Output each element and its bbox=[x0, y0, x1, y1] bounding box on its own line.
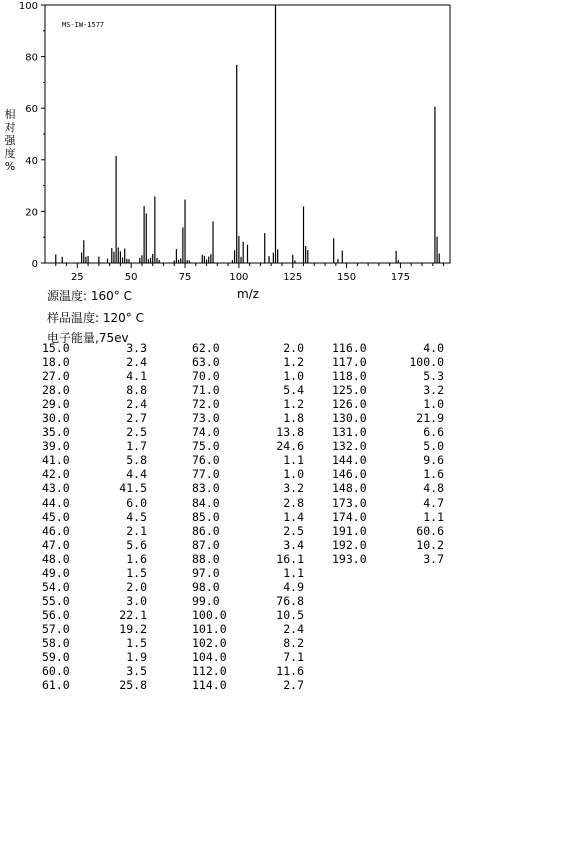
mz-value: 99.0 bbox=[192, 593, 220, 608]
intensity-value: 2.4 bbox=[126, 397, 147, 412]
mz-value: 116.0 bbox=[332, 341, 367, 355]
intensity-value: 2.7 bbox=[283, 678, 304, 693]
x-tick-label: 125 bbox=[283, 272, 303, 283]
mz-value: 75.0 bbox=[192, 439, 220, 454]
intensity-value: 21.9 bbox=[416, 411, 444, 426]
intensity-value: 4.4 bbox=[126, 467, 147, 482]
intensity-value: 1.5 bbox=[126, 565, 147, 580]
mz-value: 54.0 bbox=[42, 579, 70, 594]
y-tick-label: 40 bbox=[25, 155, 38, 167]
intensity-value: 2.4 bbox=[126, 355, 147, 370]
y-tick-label: 100 bbox=[18, 1, 38, 12]
intensity-value: 1.1 bbox=[423, 509, 444, 524]
mz-value: 72.0 bbox=[192, 397, 220, 412]
intensity-value: 1.1 bbox=[283, 565, 304, 580]
intensity-value: 4.9 bbox=[283, 579, 304, 594]
mz-value: 104.0 bbox=[192, 650, 227, 665]
intensity-value: 2.5 bbox=[283, 523, 304, 538]
mz-value: 87.0 bbox=[192, 537, 220, 552]
mz-value: 56.0 bbox=[42, 607, 70, 622]
y-axis-label bbox=[3, 108, 17, 173]
intensity-value: 3.7 bbox=[423, 551, 444, 566]
intensity-value: 1.2 bbox=[283, 397, 304, 412]
mz-value: 60.0 bbox=[42, 664, 70, 679]
mz-value: 30.0 bbox=[42, 411, 70, 426]
mz-value: 112.0 bbox=[192, 664, 227, 679]
x-axis bbox=[56, 263, 444, 283]
mz-value: 126.0 bbox=[332, 397, 367, 412]
intensity-value: 1.4 bbox=[283, 509, 304, 524]
intensity-value: 2.0 bbox=[283, 341, 304, 355]
y-tick-label: 60 bbox=[25, 104, 38, 116]
mz-value: 174.0 bbox=[332, 509, 367, 524]
intensity-value: 1.6 bbox=[423, 467, 444, 482]
y-axis-label-char: 对 bbox=[4, 121, 16, 134]
intensity-value: 3.5 bbox=[126, 664, 147, 679]
intensity-value: 1.0 bbox=[283, 369, 304, 384]
mz-value: 45.0 bbox=[42, 509, 70, 524]
mz-value: 55.0 bbox=[42, 593, 70, 608]
mz-value: 43.0 bbox=[42, 481, 70, 496]
mz-value: 29.0 bbox=[42, 397, 70, 412]
intensity-value: 1.9 bbox=[126, 650, 147, 665]
mz-value: 63.0 bbox=[192, 355, 220, 370]
mass-spectrum-chart bbox=[0, 0, 570, 300]
mz-value: 44.0 bbox=[42, 495, 70, 510]
intensity-value: 3.0 bbox=[126, 593, 147, 608]
mz-value: 28.0 bbox=[42, 383, 70, 398]
mz-value: 83.0 bbox=[192, 481, 220, 496]
mz-value: 193.0 bbox=[332, 551, 367, 566]
sample-temperature: 样品温度: 120° C bbox=[47, 311, 144, 325]
mz-value: 191.0 bbox=[332, 523, 367, 538]
mz-value: 130.0 bbox=[332, 411, 367, 426]
y-axis-label-char: 度 bbox=[4, 147, 16, 160]
intensity-value: 3.4 bbox=[283, 537, 304, 552]
intensity-value: 10.5 bbox=[276, 607, 304, 622]
x-tick-label: 75 bbox=[178, 272, 192, 283]
chart-title: MS-IW-1577 bbox=[62, 21, 105, 29]
y-tick-label: 80 bbox=[25, 52, 38, 64]
peak-bars bbox=[56, 5, 439, 263]
intensity-value: 4.0 bbox=[423, 341, 444, 355]
mz-value: 146.0 bbox=[332, 467, 367, 482]
intensity-value: 5.0 bbox=[423, 439, 444, 454]
intensity-value: 4.1 bbox=[126, 369, 147, 384]
mz-value: 114.0 bbox=[192, 678, 227, 693]
intensity-value: 6.6 bbox=[423, 425, 444, 440]
intensity-value: 8.2 bbox=[283, 635, 304, 650]
intensity-value: 5.3 bbox=[423, 369, 444, 384]
intensity-value: 3.2 bbox=[423, 383, 444, 398]
intensity-value: 7.1 bbox=[283, 650, 304, 665]
intensity-value: 8.8 bbox=[126, 383, 147, 398]
intensity-value: 2.4 bbox=[283, 621, 304, 636]
y-axis bbox=[19, 1, 45, 270]
x-tick-label: 175 bbox=[390, 272, 410, 283]
mz-value: 48.0 bbox=[42, 551, 70, 566]
y-axis-label-char: 强 bbox=[4, 134, 16, 147]
mz-value: 76.0 bbox=[192, 453, 220, 468]
intensity-value: 3.3 bbox=[126, 341, 147, 355]
mz-value: 62.0 bbox=[192, 341, 220, 355]
mz-value: 61.0 bbox=[42, 678, 70, 693]
intensity-value: 1.0 bbox=[283, 467, 304, 482]
intensity-value: 5.8 bbox=[126, 453, 147, 468]
mz-value: 42.0 bbox=[42, 467, 70, 482]
intensity-value: 4.8 bbox=[423, 481, 444, 496]
intensity-value: 9.6 bbox=[423, 453, 444, 468]
mz-value: 173.0 bbox=[332, 495, 367, 510]
mz-value: 102.0 bbox=[192, 635, 227, 650]
y-axis-label-char: 相 bbox=[4, 108, 16, 121]
mz-value: 70.0 bbox=[192, 369, 220, 384]
mz-value: 59.0 bbox=[42, 650, 70, 665]
mz-value: 86.0 bbox=[192, 523, 220, 538]
intensity-value: 10.2 bbox=[416, 537, 444, 552]
mz-value: 131.0 bbox=[332, 425, 367, 440]
intensity-value: 1.0 bbox=[423, 397, 444, 412]
mz-value: 39.0 bbox=[42, 439, 70, 454]
intensity-value: 2.1 bbox=[126, 523, 147, 538]
source-temperature: 源温度: 160° C bbox=[47, 289, 132, 303]
mz-value: 88.0 bbox=[192, 551, 220, 566]
x-tick-label: 150 bbox=[337, 272, 357, 283]
intensity-value: 11.6 bbox=[276, 664, 304, 679]
mz-value: 84.0 bbox=[192, 495, 220, 510]
intensity-value: 19.2 bbox=[119, 621, 147, 636]
mz-value: 27.0 bbox=[42, 369, 70, 384]
y-axis-label-char: % bbox=[4, 160, 16, 173]
mz-value: 46.0 bbox=[42, 523, 70, 538]
intensity-value: 4.5 bbox=[126, 509, 147, 524]
mz-value: 97.0 bbox=[192, 565, 220, 580]
intensity-value: 1.6 bbox=[126, 551, 147, 566]
mz-value: 85.0 bbox=[192, 509, 220, 524]
mz-value: 74.0 bbox=[192, 425, 220, 440]
intensity-value: 2.8 bbox=[283, 495, 304, 510]
intensity-value: 5.6 bbox=[126, 537, 147, 552]
intensity-value: 5.4 bbox=[283, 383, 304, 398]
intensity-value: 3.2 bbox=[283, 481, 304, 496]
mz-value: 100.0 bbox=[192, 607, 227, 622]
mz-value: 125.0 bbox=[332, 383, 367, 398]
intensity-value: 25.8 bbox=[119, 678, 147, 693]
mz-value: 73.0 bbox=[192, 411, 220, 426]
intensity-value: 4.7 bbox=[423, 495, 444, 510]
intensity-value: 2.7 bbox=[126, 411, 147, 426]
mz-value: 118.0 bbox=[332, 369, 367, 384]
x-tick-label: 50 bbox=[124, 272, 138, 283]
intensity-value: 1.1 bbox=[283, 453, 304, 468]
mz-value: 49.0 bbox=[42, 565, 70, 580]
mz-value: 47.0 bbox=[42, 537, 70, 552]
intensity-value: 1.2 bbox=[283, 355, 304, 370]
intensity-value: 60.6 bbox=[416, 523, 444, 538]
mz-value: 98.0 bbox=[192, 579, 220, 594]
intensity-value: 6.0 bbox=[126, 495, 147, 510]
intensity-value: 1.5 bbox=[126, 635, 147, 650]
mz-value: 192.0 bbox=[332, 537, 367, 552]
mz-value: 71.0 bbox=[192, 383, 220, 398]
intensity-value: 13.8 bbox=[276, 425, 304, 440]
mz-value: 35.0 bbox=[42, 425, 70, 440]
intensity-value: 2.0 bbox=[126, 579, 147, 594]
intensity-value: 22.1 bbox=[119, 607, 147, 622]
intensity-value: 16.1 bbox=[276, 551, 304, 566]
mz-value: 18.0 bbox=[42, 355, 70, 370]
intensity-value: 1.8 bbox=[283, 411, 304, 426]
mz-value: 57.0 bbox=[42, 621, 70, 636]
mz-value: 144.0 bbox=[332, 453, 367, 468]
plot-frame bbox=[45, 5, 450, 263]
y-tick-label: 20 bbox=[25, 207, 38, 219]
y-tick-label: 0 bbox=[31, 259, 38, 270]
mz-value: 41.0 bbox=[42, 453, 70, 468]
mz-value: 58.0 bbox=[42, 635, 70, 650]
mz-value: 117.0 bbox=[332, 355, 367, 370]
intensity-value: 2.5 bbox=[126, 425, 147, 440]
intensity-value: 100.0 bbox=[409, 355, 444, 370]
x-axis-label: m/z bbox=[236, 287, 260, 300]
x-tick-label: 100 bbox=[229, 272, 249, 283]
intensity-value: 41.5 bbox=[119, 481, 147, 496]
intensity-value: 1.7 bbox=[126, 439, 147, 454]
x-tick-label: 25 bbox=[70, 272, 84, 283]
mz-value: 77.0 bbox=[192, 467, 220, 482]
mz-value: 148.0 bbox=[332, 481, 367, 496]
mz-value: 132.0 bbox=[332, 439, 367, 454]
intensity-value: 24.6 bbox=[276, 439, 304, 454]
mz-value: 15.0 bbox=[42, 341, 70, 355]
intensity-value: 76.8 bbox=[276, 593, 304, 608]
electron-energy: 电子能量,75ev bbox=[47, 331, 129, 345]
mz-value: 101.0 bbox=[192, 621, 227, 636]
